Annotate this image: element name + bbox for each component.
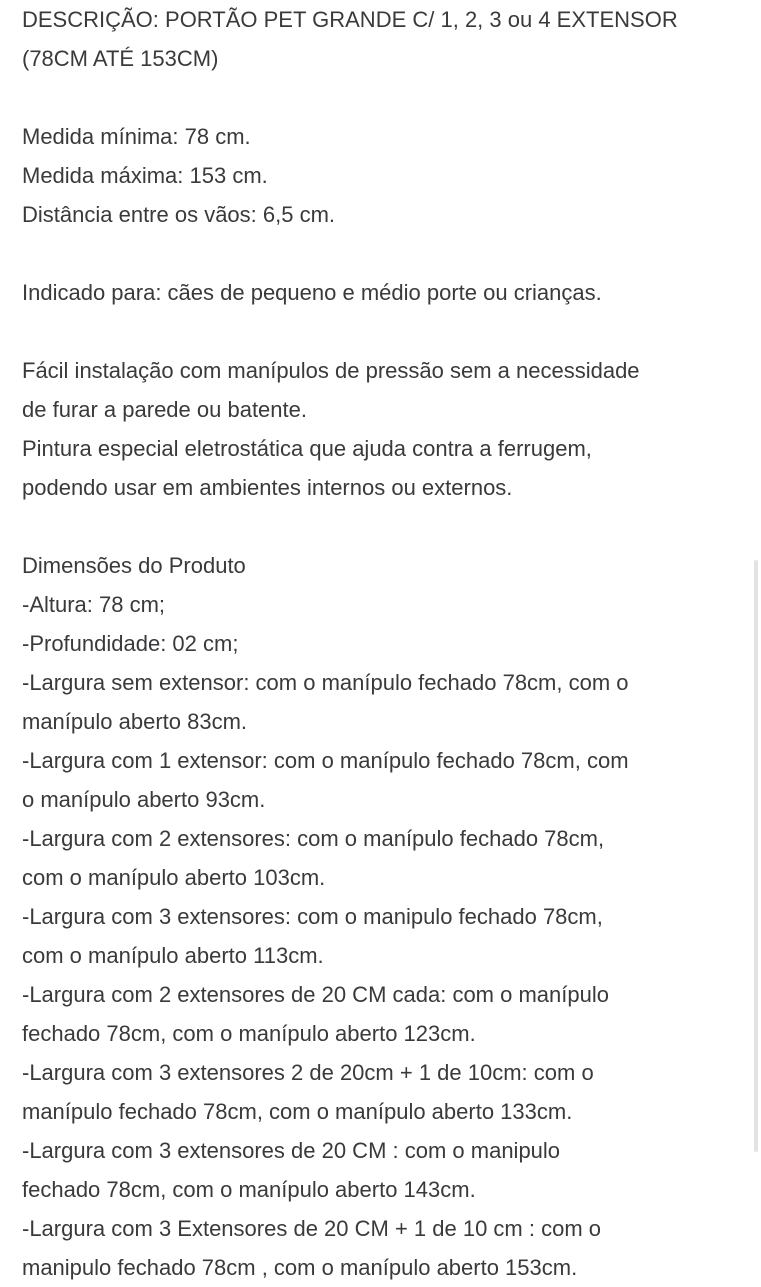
- spacer: [22, 507, 742, 546]
- dimension-line: com o manípulo aberto 113cm.: [22, 943, 324, 968]
- dimension-line: o manípulo aberto 93cm.: [22, 787, 266, 812]
- dimension-line: -Profundidade: 02 cm;: [22, 631, 239, 656]
- description-title-line-1: DESCRIÇÃO: PORTÃO PET GRANDE C/ 1, 2, 3 ou 4 EXTENSOR: [22, 7, 678, 32]
- dimension-line: -Largura com 3 extensores: com o manipulo fechado 78cm,: [22, 904, 603, 929]
- installation-line-4: podendo usar em ambientes internos ou externos.: [22, 475, 513, 500]
- dimension-line: -Altura: 78 cm;: [22, 592, 166, 617]
- product-description: [22, 0, 742, 1287]
- dimension-line: manípulo fechado 78cm, com o manípulo aberto 133cm.: [22, 1099, 573, 1124]
- dimension-line: manipulo fechado 78cm , com o manípulo aberto 153cm.: [22, 1255, 578, 1280]
- dimension-line: -Largura com 2 extensores de 20 CM cada: com o manípulo: [22, 982, 609, 1007]
- scrollbar-thumb[interactable]: [754, 560, 758, 1152]
- dimension-line: -Largura com 2 extensores: com o manípulo fechado 78cm,: [22, 826, 605, 851]
- description-title-line-2: (78CM ATÉ 153CM): [22, 46, 219, 71]
- dimension-line: -Largura sem extensor: com o manípulo fechado 78cm, com o: [22, 670, 629, 695]
- spacer: [22, 78, 742, 117]
- spacer: [22, 312, 742, 351]
- dimension-line: -Largura com 3 Extensores de 20 CM + 1 de 10 cm : com o: [22, 1216, 601, 1241]
- indicated-for: Indicado para: cães de pequeno e médio porte ou crianças.: [22, 280, 602, 305]
- installation-line-1: Fácil instalação com manípulos de pressão sem a necessidade: [22, 358, 640, 383]
- installation-line-3: Pintura especial eletrostática que ajuda contra a ferrugem,: [22, 436, 592, 461]
- dimension-line: fechado 78cm, com o manípulo aberto 123cm.: [22, 1021, 476, 1046]
- dimension-line: -Largura com 3 extensores 2 de 20cm + 1 de 10cm: com o: [22, 1060, 594, 1085]
- dimension-line: manípulo aberto 83cm.: [22, 709, 248, 734]
- dimension-line: fechado 78cm, com o manípulo aberto 143cm.: [22, 1177, 476, 1202]
- dimension-line: -Largura com 1 extensor: com o manípulo fechado 78cm, com: [22, 748, 629, 773]
- dimensions-heading: Dimensões do Produto: [22, 553, 246, 578]
- installation-line-2: de furar a parede ou batente.: [22, 397, 307, 422]
- scrollbar[interactable]: [751, 0, 761, 1280]
- gap-distance: Distância entre os vãos: 6,5 cm.: [22, 202, 336, 227]
- min-measure: Medida mínima: 78 cm.: [22, 124, 251, 149]
- dimension-line: com o manípulo aberto 103cm.: [22, 865, 326, 890]
- max-measure: Medida máxima: 153 cm.: [22, 163, 268, 188]
- dimensions-list: [22, 585, 742, 1287]
- spacer: [22, 234, 742, 273]
- dimension-line: -Largura com 3 extensores de 20 CM : com o manipulo: [22, 1138, 561, 1163]
